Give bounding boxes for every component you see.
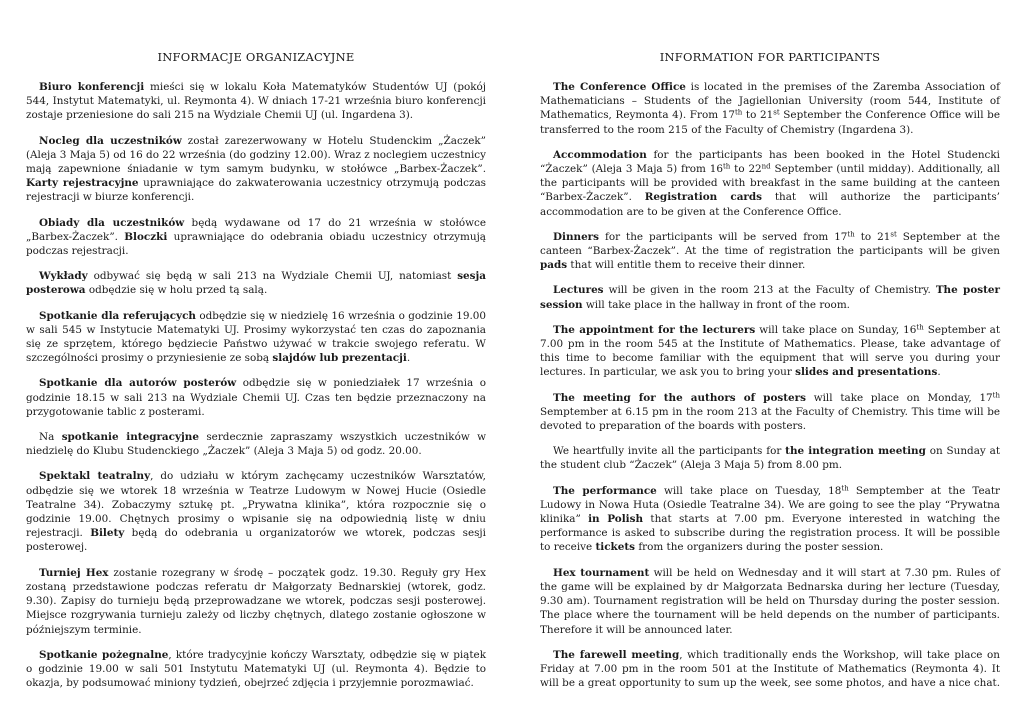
polish-column bbox=[26, 50, 486, 701]
paragraph-text: We heartfully invite all the participants for bbox=[553, 445, 786, 458]
paragraph-text: September at the canteen “Barbex-Żaczek”. At the time of registration the participants will be given bbox=[540, 230, 1000, 258]
paragraph-text: will take place on Tuesday, 18 bbox=[656, 484, 842, 497]
paragraph-text: will take place on Sunday, 16 bbox=[755, 323, 917, 336]
paragraph-text: to 21 bbox=[742, 109, 774, 122]
paragraph-text: September the Conference Office will be transferred to the room 215 of the Faculty of Chemistry (Ingardena 3). bbox=[540, 109, 1000, 136]
bold-term: The appointment for the lecturers bbox=[553, 323, 756, 336]
paragraph-text: będą do odebrania u organizatorów we wtorek, podczas sesji posterowej. bbox=[26, 527, 486, 554]
paragraph-text: that will authorize the participants’ accommodation are to be given at the Conference Office. bbox=[540, 191, 1000, 218]
bold-term: Spotkanie dla autorów posterów bbox=[39, 377, 237, 390]
paragraph bbox=[540, 444, 1000, 472]
paragraph bbox=[540, 148, 1000, 219]
bold-term: the integration meeting bbox=[785, 445, 926, 458]
bold-term: Bilety bbox=[90, 527, 125, 540]
paragraph-text: to 21 bbox=[854, 230, 891, 243]
paragraph-text: . bbox=[937, 366, 941, 379]
bold-term: The farewell meeting bbox=[553, 648, 680, 661]
paragraph-text: will take place on Monday, 17 bbox=[805, 391, 993, 404]
bold-term: Lectures bbox=[553, 284, 604, 297]
paragraph-text: will take place in the hallway in front of the room. bbox=[582, 298, 850, 311]
bold-term: Wykłady bbox=[39, 270, 88, 283]
paragraph-text: that will entitle them to receive their dinner. bbox=[567, 259, 806, 272]
paragraph bbox=[540, 648, 1000, 691]
paragraph-text: Semptember at 6.15 pm in the room 213 at the Faculty of Chemistry. This time will be devoted to preparation of the boards with posters. bbox=[540, 405, 1000, 433]
ordinal-suffix: th bbox=[841, 484, 849, 493]
bold-term: Hex tournament bbox=[553, 566, 650, 579]
paragraph-text: , które tradycyjnie kończy Warsztaty, odbędzie się w piątek o godzinie 19.00 w sali 501 Instytutu Matematyki UJ (ul. Reymonta 4). Będzie to okazja, by podsumować miniony tydzień, obejrzeć zdjęcia i przyjemnie porozmawiać. bbox=[26, 648, 486, 690]
paragraph bbox=[540, 80, 1000, 137]
paragraph bbox=[26, 430, 486, 458]
paragraph-text: will be held on Wednesday and it will start at 7.30 pm. Rules of the game will be explained by dr Małgorzata Bednarska during her lecture (Tuesday, 9.30 am). Tournament registration will be held on Thursday during the poster session. The place where the tournament will be held depends on the number of participants. Therefore it will be announced later. bbox=[540, 566, 1001, 636]
paragraph-text: September at 7.00 pm in the room 545 at the Institute of Mathematics. Please, take advantage of this time to become familiar with the equipment that will serve you during your lectures. In particular, we ask you to bring your bbox=[540, 323, 1001, 379]
english-column bbox=[540, 50, 1000, 701]
ordinal-suffix: st bbox=[890, 230, 897, 239]
paragraph-text: odbędzie się w holu przed tą salą. bbox=[85, 284, 268, 297]
paragraph bbox=[26, 469, 486, 554]
ordinal-suffix: nd bbox=[761, 162, 771, 171]
paragraph-text: . bbox=[406, 352, 411, 365]
bold-term: Bloczki bbox=[124, 230, 168, 243]
bold-term: Dinners bbox=[553, 230, 600, 243]
bold-term: Spotkanie pożegnalne bbox=[39, 648, 169, 661]
paragraph bbox=[540, 283, 1000, 311]
bold-term: Karty rejestracyjne bbox=[26, 177, 139, 190]
paragraph-text: Na bbox=[39, 431, 62, 444]
paragraph-text: Semptember at the Teatr Ludowy in Nowa Huta (Osiedle Teatralne 34). We are going to see the play “Prywatna klinika” bbox=[540, 484, 1000, 526]
paragraph-text: to 22 bbox=[730, 163, 762, 176]
english-section-title: INFORMATION FOR PARTICIPANTS bbox=[659, 50, 881, 64]
paragraph-text: for the participants has been booked in the Hotel Studencki “Żaczek” (Aleja 3 Maja 5) from 16 bbox=[540, 148, 1000, 176]
paragraph-text: został zarezerwowany w Hotelu Studenckim „Żaczek” (Aleja 3 Maja 5) od 16 do 22 września (do godziny 12.00). Wraz z noclegiem uczestnicy mają zapewnione śniadanie w tym samym budynku, w stołówce „Barbex-Żaczek”. bbox=[26, 134, 486, 176]
paragraph-text: odbywać się będą w sali 213 na Wydziale Chemii UJ, natomiast bbox=[87, 270, 458, 283]
paragraph bbox=[540, 566, 1000, 637]
paragraph-text: zostanie rozegrany w środę – początek godz. 19.30. Reguły gry Hex zostaną przedstawione podczas referatu dr Małgorzaty Bednarskiej (wtorek, godz. 9.30). Zapisy do turnieju będą przeprowadzane we wtorek, podczas sesji posterowej. Miejsce rozgrywania turnieju zależy od liczby chętnych, dlatego zostanie ogłoszone w późniejszym terminie. bbox=[26, 566, 486, 636]
bold-term: Obiady dla uczestników bbox=[39, 216, 185, 229]
paragraph-text: odbędzie się w poniedziałek 17 września o godzinie 18.15 w sali 213 na Wydziale Chemii UJ. Czas ten będzie przeznaczony na przygotowanie tablic z posterami. bbox=[26, 377, 486, 418]
bold-term: tickets bbox=[595, 541, 636, 554]
paragraph bbox=[26, 134, 486, 205]
bold-term: spotkanie integracyjne bbox=[61, 431, 199, 444]
paragraph-text: that starts at 7.00 pm. Everyone interested in watching the performance is asked to subscribe during the registration process. It will be possible to receive bbox=[540, 513, 1000, 554]
bold-term: Spektakl teatralny bbox=[39, 470, 151, 483]
english-paragraphs bbox=[540, 80, 1000, 690]
polish-paragraphs bbox=[26, 80, 486, 690]
paragraph bbox=[26, 80, 486, 123]
bold-term: Accommodation bbox=[553, 148, 647, 161]
bold-term: Nocleg dla uczestników bbox=[39, 134, 182, 147]
paragraph bbox=[540, 391, 1000, 434]
ordinal-suffix: th bbox=[916, 323, 924, 332]
ordinal-suffix: th bbox=[992, 391, 1000, 400]
paragraph bbox=[26, 216, 486, 259]
bold-term: pads bbox=[540, 259, 568, 272]
paragraph-text: on Sunday at the student club “Żaczek” (Aleja 3 Maja 5) from 8.00 pm. bbox=[540, 445, 1000, 472]
paragraph bbox=[26, 566, 486, 637]
paragraph-text: , which traditionally ends the Workshop, will take place on Friday at 7.00 pm in the room 501 at the Institute of Mathematics (Reymonta 4). It will be a great opportunity to sum up the week, see some photos, and have a nice chat. bbox=[540, 648, 1001, 690]
paragraph bbox=[540, 230, 1000, 273]
bold-term: The meeting for the authors of posters bbox=[553, 391, 806, 404]
paragraph bbox=[540, 323, 1000, 380]
paragraph bbox=[26, 648, 486, 691]
ordinal-suffix: th bbox=[847, 230, 855, 239]
bold-term: The Conference Office bbox=[553, 81, 686, 93]
paragraph bbox=[26, 376, 486, 419]
ordinal-suffix: st bbox=[773, 108, 780, 117]
bold-term: Spotkanie dla referujących bbox=[39, 309, 196, 322]
bold-term: Biuro konferencji bbox=[39, 81, 145, 93]
paragraph-text: September (until midday). Additionally, all the participants will be provided with breakfast in the same building at the canteen “Barbex-Żaczek”. bbox=[540, 163, 1000, 204]
paragraph-text: serdecznie zapraszamy wszystkich uczestników w niedzielę do Klubu Studenckiego „Żaczek” (Aleja 3 Maja 5) od godz. 20.00. bbox=[26, 431, 487, 458]
paragraph bbox=[26, 309, 486, 366]
ordinal-suffix: th bbox=[722, 162, 731, 171]
bold-term: The poster session bbox=[540, 284, 1000, 311]
bold-term: in Polish bbox=[588, 513, 644, 526]
bold-term: Turniej Hex bbox=[39, 566, 109, 579]
paragraph-text: is located in the premises of the Zaremba Association of Mathematicians – Students of the Jagiellonian University (room 544, Institute of Mathematics, Reymonta 4). From 17 bbox=[540, 81, 1000, 122]
ordinal-suffix: th bbox=[734, 108, 743, 117]
bold-term: The performance bbox=[553, 484, 657, 497]
bold-term: slides and presentations bbox=[795, 366, 938, 379]
paragraph-text: for the participants will be served from 17 bbox=[599, 230, 848, 243]
paragraph-text: mieści się w lokalu Koła Matematyków Studentów UJ (pokój 544, Instytut Matematyki, ul. Reymonta 4). W dniach 17-21 września biuro konferencji zostaje przeniesione do sali 215 na Wydziale Chemii UJ (ul. Ingardena 3). bbox=[26, 81, 487, 122]
polish-section-title: INFORMACJE ORGANIZACYJNE bbox=[157, 50, 355, 64]
paragraph-text: będą wydawane od 17 do 21 września w stołówce „Barbex-Żaczek”. bbox=[26, 216, 486, 243]
paragraph-text: uprawniające do zakwaterowania uczestnicy otrzymują podczas rejestracji w biurze konferencji. bbox=[26, 177, 486, 204]
paragraph-text: odbędzie się w niedzielę 16 września o godzinie 19.00 w sali 545 w Instytucie Matematyki UJ. Prosimy wykorzystać ten czas do zapoznania się ze sprzętem, którego będziecie Państwo używać w trakcie swojego referatu. W szczególności prosimy o przyniesienie ze sobą bbox=[26, 309, 486, 365]
paragraph-text: will be given in the room 213 at the Faculty of Chemistry. bbox=[603, 284, 936, 297]
paragraph-text: uprawniające do odebrania obiadu uczestnicy otrzymują podczas rejestracji. bbox=[26, 230, 486, 258]
paragraph bbox=[26, 269, 486, 297]
bold-term: Registration cards bbox=[644, 191, 763, 204]
paragraph-text: from the organizers during the poster session. bbox=[635, 541, 884, 554]
bold-term: slajdów lub prezentacji bbox=[272, 352, 407, 365]
paragraph-text: , do udziału w którym zachęcamy uczestników Warsztatów, odbędzie się we wtorek 18 września w Teatrze Ludowym w Nowej Hucie (Osiedle Teatralne 34). Zobaczymy sztukę pt. „Prywatna klinika”, która rozpocznie się o godzinie 19.00. Chętnych prosimy o wpisanie się na odpowiednią listę w dniu rejestracji. bbox=[26, 470, 486, 540]
bold-term: sesja posterowa bbox=[26, 270, 486, 297]
paragraph bbox=[540, 484, 1000, 555]
